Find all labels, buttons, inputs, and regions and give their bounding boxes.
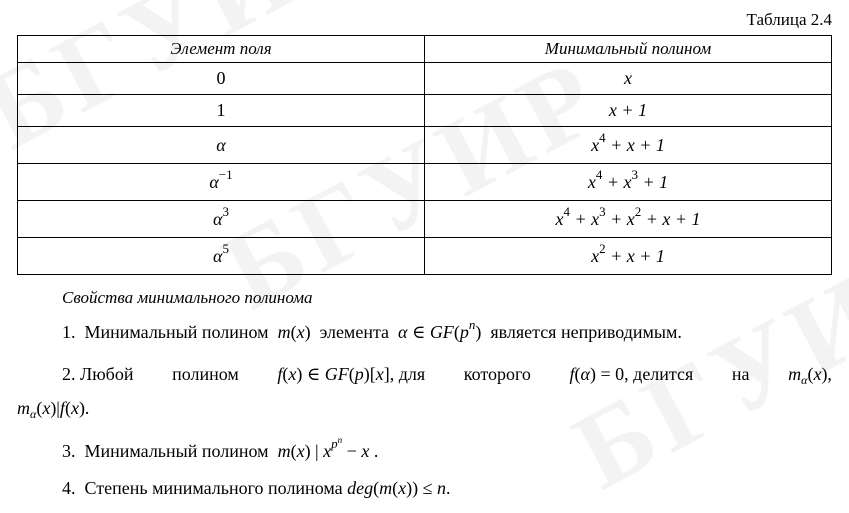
property-text: полином [172,364,239,384]
polynomial-cell: x + 1 [425,95,832,127]
property-text: Степень минимального полинома [84,478,343,498]
property-1: 1. Минимальный полином m(x) элемента α ∈ $GF(p^n)$ является неприводимым. [62,317,682,342]
table-row [18,95,832,127]
property-number: 1. [62,322,76,342]
field-element-cell: $\alpha^{-1}$ [18,164,425,201]
property-number: 4. [62,478,76,498]
property-text: , для [389,364,426,384]
property-number: 2. [62,364,76,384]
field-element-cell: α [18,127,425,164]
property-text: Минимальный полином [84,322,269,342]
table-row [18,201,832,238]
property-2: 2. Любой полином f(x) ∈ GF(p)[x], для которого f(α) = 0, делится на $m_\alpha(x)$, [62,364,832,387]
polynomial-cell: $x^4 + x^3 + 1$ [425,164,832,201]
column-header-element: Элемент поля [18,36,425,63]
column-header-polynomial: Минимальный полином [425,36,832,63]
minimal-polynomial-table [17,35,832,275]
property-text: элемента [319,322,390,342]
polynomial-cell: x [425,63,832,95]
property-text: , делится [624,364,694,384]
polynomial-cell: $x^2 + x + 1$ [425,238,832,275]
table-row [18,63,832,95]
field-element-cell: $\alpha^3$ [18,201,425,238]
polynomial-cell: $x^4 + x + 1$ [425,127,832,164]
section-heading: Свойства минимального полинома [62,288,313,307]
property-text: которого [463,364,531,384]
table-row [18,238,832,275]
property-text: является неприводимым. [490,322,682,342]
table-row [18,164,832,201]
property-text: на [731,364,750,384]
property-text: Любой [80,364,134,384]
field-element-cell: $\alpha^5$ [18,238,425,275]
table-row [18,127,832,164]
table-header-row [18,36,832,63]
property-3: 3. Минимальный полином m(x) | $x^{p^n} - x$ . [62,435,379,461]
table-caption: Таблица 2.4 [746,10,832,29]
field-element-cell: 0 [18,63,425,95]
property-4: 4. Степень минимального полинома deg(m(x)) ≤ n. [62,478,451,498]
property-text: Минимальный полином [84,441,269,461]
polynomial-cell: $x^4 + x^3 + x^2 + x + 1$ [425,201,832,238]
property-number: 3. [62,441,76,461]
field-element-cell: 1 [18,95,425,127]
property-2-continuation: $m_\alpha(x)|f(x)$. [17,398,90,421]
